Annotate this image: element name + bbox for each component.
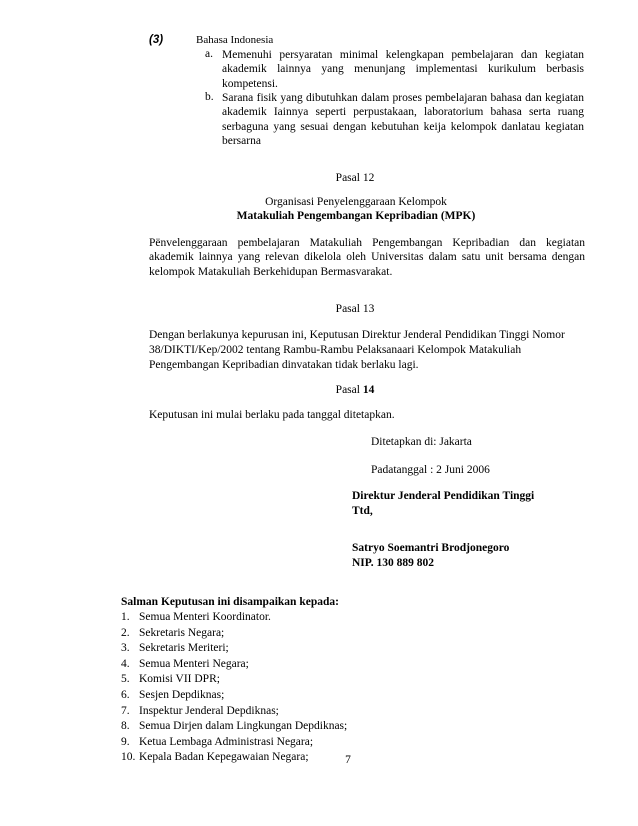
list-item-text: Semua Menteri Koordinator.: [139, 611, 271, 623]
pasal-14-heading: [0, 384, 638, 396]
list-item-number: 4.: [121, 657, 130, 670]
list-item-text: Komisi VII DPR;: [139, 673, 220, 686]
pasal-12-heading: Pasal 12: [335, 172, 375, 184]
pasal-12-title: Matakuliah Pengembangan Kepribadian (MPK): [236, 210, 476, 222]
pasal-14-number: 14: [362, 384, 375, 396]
list-item-number: 7.: [121, 704, 130, 717]
list-item-number: 2.: [121, 626, 130, 639]
list-item-number: 1.: [121, 611, 130, 623]
pasal-14-body: Keputusan ini mulai berlaku pada tanggal ditetapkan.: [149, 409, 395, 421]
page-number: 7: [345, 754, 351, 766]
list-item-text: Kepala Badan Kepegawaian Negara;: [139, 751, 309, 764]
signature-place: Ditetapkan di: Jakarta: [371, 436, 472, 448]
pasal-13-line-2: 38/DIKTI/Kep/2002 tentang Rambu-Rambu Pelaksanaari Kelompok Matakuliah: [149, 344, 522, 356]
list-item-number: 10.: [121, 751, 136, 764]
signature-office: Direktur Jenderal Pendidikan Tinggi: [352, 490, 535, 502]
list-item-number: 5.: [121, 673, 130, 686]
list-item-text: Ketua Lembaga Administrasi Negara;: [139, 735, 314, 748]
item-b-text: Sarana fisik yang dibutuhkan dalam proses pembelajaran bahasa dan kegiatan akademik Iainnya seperti perpustakaan, laboratorium bahasa serta ruang serbaguna yang sesuai dengan kebutuhan keija kelompok danlatau kegiatan bersarna: [222, 92, 584, 147]
section-number: (3): [149, 34, 164, 46]
list-item: [121, 735, 347, 751]
list-item: [121, 719, 347, 735]
list-item-text: Semua Menteri Negara;: [139, 657, 249, 670]
pasal-13-body: [149, 328, 565, 373]
list-item: [121, 610, 347, 626]
list-item-text: Sesjen Depdiknas;: [139, 688, 225, 701]
pasal-13-line-3: Pengembangan Kepribadian dinvatakan tidak berlaku lagi.: [149, 359, 419, 371]
list-item-number: 8.: [121, 720, 130, 733]
list-item: [121, 657, 347, 673]
list-item-text: Semua Dirjen dalam Lingkungan Depdiknas;: [139, 720, 348, 733]
item-a-marker: a.: [205, 48, 213, 60]
list-item-text: Sekretaris Meriteri;: [139, 642, 229, 655]
list-item-text: Sekretaris Negara;: [139, 626, 225, 639]
section-subject: Bahasa Indonesia: [196, 34, 274, 46]
pasal-14-prefix: Pasal: [335, 384, 360, 396]
pasal-13-heading: Pasal 13: [335, 303, 375, 315]
signature-nip: NIP. 130 889 802: [352, 557, 434, 569]
list-item: [121, 641, 347, 657]
signature-name: Satryo Soemantri Brodjonegoro: [352, 542, 510, 554]
signature-date: Padatanggal : 2 Juni 2006: [371, 464, 490, 476]
list-item: [121, 704, 347, 720]
pasal-12-subtitle: Organisasi Penyelenggaraan Kelompok: [265, 196, 447, 208]
list-item-number: 6.: [121, 688, 130, 701]
distribution-heading: Salman Keputusan ini disampaikan kepada:: [121, 596, 339, 608]
pasal-13-line-1: Dengan berlakunya kepurusan ini, Keputusan Direktur Jenderal Pendidikan Tinggi Nomor: [149, 329, 565, 341]
item-a-text: Memenuhi persyaratan minimal kelengkapan pembelajaran dan kegiatan akademik lainnya yang menunjang implementasi kurikulum berbasis kompetensi.: [222, 49, 584, 90]
signature-ttd: Ttd,: [352, 505, 373, 517]
pasal-12-body: Pënvelenggaraan pembelajaran Matakuliah Pengembangan Kepribadian dan kegiatan akademik lainnya yang relevan dikelola oleh Universitas dalam satu unit bersama dengan kelompok Matakuliah Berkehidupan Bermasvarakat.: [149, 237, 585, 278]
list-item-number: 9.: [121, 735, 130, 748]
list-item: [121, 672, 347, 688]
distribution-list: [121, 610, 347, 766]
item-b-marker: b.: [205, 91, 214, 103]
list-item-text: Inspektur Jenderal Depdiknas;: [139, 704, 279, 717]
list-item: [121, 688, 347, 704]
list-item: [121, 626, 347, 642]
list-item-number: 3.: [121, 642, 130, 655]
